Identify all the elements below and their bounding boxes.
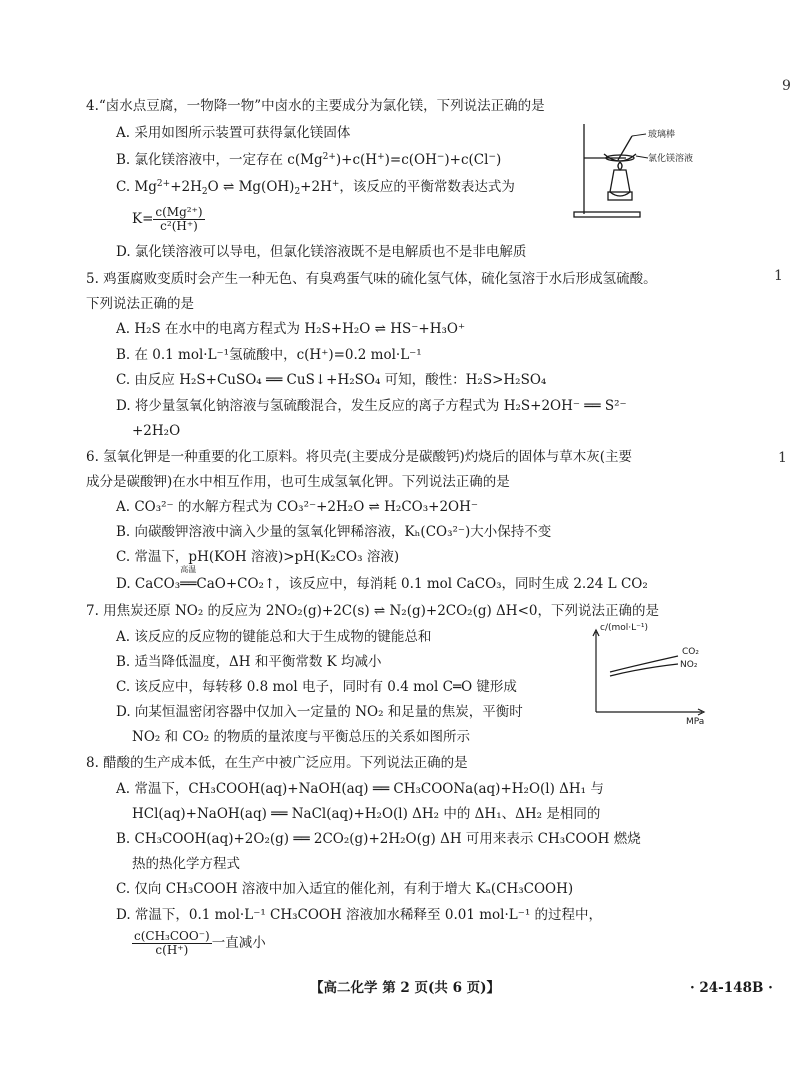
graph-y-label: c/(mol·L⁻¹) <box>600 623 649 633</box>
q7-option-a: A. 该反应的反应物的键能总和大于生成物的键能总和 <box>116 629 432 645</box>
graph-x-label: MPa <box>686 717 705 727</box>
ratio-fraction <box>132 930 212 957</box>
k-numerator: c(Mg²⁺) <box>155 205 203 219</box>
q7-option-d-2: NO₂ 和 CO₂ 的物质的量浓度与平衡总压的关系如图所示 <box>132 729 470 745</box>
ratio-numerator: c(CH₃COO⁻) <box>134 929 210 943</box>
q4-option-a: A. 采用如图所示装置可获得氯化镁固体 <box>116 125 351 141</box>
series-label-co2: CO₂ <box>682 647 699 657</box>
q5-stem-1: 5. 鸡蛋腐败变质时会产生一种无色、有臭鸡蛋气味的硫化氢气体，硫化氢溶于水后形成氢硫酸。 <box>86 271 657 287</box>
q4-c-mid3: Mg(OH) <box>238 179 295 195</box>
leader-line-1 <box>632 134 646 136</box>
q4-option-c: C. $Mg^{2+}+2H_2O$ ⇌ $Mg(OH)_2+2H^+$，该反应的平衡常数表达式为 <box>116 179 515 197</box>
margin-mark-mid1: 1 <box>774 268 783 284</box>
k-denominator: c²(H⁺) <box>160 219 198 233</box>
q6-option-c: C. 常温下，pH(KOH 溶液)>pH(K₂CO₃ 溶液) <box>116 549 400 565</box>
q8-d-end: 一直减小 <box>211 935 266 951</box>
q6-stem-2: 成分是碳酸钾)在水中相互作用，也可生成氢氧化钾。下列说法正确的是 <box>86 474 510 490</box>
q8-option-a-2: HCl(aq)+NaOH(aq) ══ NaCl(aq)+H₂O(l) ΔH₂ 中的 ΔH₁、ΔH₂ 是相同的 <box>132 806 601 822</box>
q4-k-expression <box>132 206 205 233</box>
q8-option-d-1: D. 常温下，0.1 mol·L⁻¹ CH₃COOH 溶液加水稀释至 0.01 mol·L⁻¹ 的过程中， <box>116 907 603 923</box>
q4-c-pre: C. Mg <box>116 179 157 195</box>
condition-arrow: ══ <box>180 576 197 592</box>
q7-option-c: C. 该反应中，每转移 0.8 mol 电子，同时有 0.4 mol C═O 键形成 <box>116 679 517 695</box>
equilibrium-arrow: ⇌ <box>218 179 239 195</box>
page-footer: 【高二化学 第 2 页(共 6 页)】 <box>310 980 501 996</box>
q4-b-rest2: )=c(OH <box>384 152 437 168</box>
q6-stem-1: 6. 氢氧化钾是一种重要的化工原料。将贝壳(主要成分是碳酸钙)灼烧后的固体与草木灰(主要 <box>86 449 632 465</box>
q4-c-end: ，该反应的平衡常数表达式为 <box>339 179 515 195</box>
q5-option-c: C. 由反应 H₂S+CuSO₄ ══ CuS↓+H₂SO₄ 可知，酸性：H₂S>H₂SO₄ <box>116 372 547 388</box>
q5-option-a: A. H₂S 在水中的电离方程式为 H₂S+H₂O ⇌ HS⁻+H₃O⁺ <box>116 321 466 337</box>
q6-d-pre: D. CaCO₃ <box>116 576 181 592</box>
q6-option-a: A. CO₃²⁻ 的水解方程式为 CO₃²⁻+2H₂O ⇌ H₂CO₃+2OH⁻ <box>116 499 479 515</box>
q8-option-b-2: 热的热化学方程式 <box>132 856 240 872</box>
curve-co2 <box>610 656 678 672</box>
label-glass-rod: 玻璃棒 <box>648 130 676 140</box>
margin-mark-top: 9 <box>782 78 791 94</box>
exam-code: · 24-148B · <box>690 980 773 996</box>
k-fraction <box>153 206 204 233</box>
q8-option-d-2 <box>132 930 266 957</box>
ratio-denominator: c(H⁺) <box>155 943 189 957</box>
q4-option-b: B. 氯化镁溶液中，一定存在 $c(Mg^{2+})+c(H^+)=c(OH^-)+c(Cl^-)$ <box>116 152 502 168</box>
q4-b-end: ) <box>496 152 502 168</box>
q4-b-pre: B. 氯化镁溶液中，一定存在 c(Mg <box>116 152 323 168</box>
q4-option-d: D. 氯化镁溶液可以导电，但氯化镁溶液既不是电解质也不是非电解质 <box>116 244 527 260</box>
q7-stem: 7. 用焦炭还原 NO₂ 的反应为 2NO₂(g)+2C(s) ⇌ N₂(g)+2CO₂(g) ΔH<0，下列说法正确的是 <box>86 603 659 619</box>
q6-option-b: B. 向碳酸钾溶液中滴入少量的氢氧化钾稀溶液，Kₕ(CO₃²⁻)大小保持不变 <box>116 524 552 540</box>
q4-b-rest: )+c(H <box>335 152 378 168</box>
leader-line-2 <box>636 156 648 158</box>
q5-stem-2: 下列说法正确的是 <box>86 296 194 312</box>
margin-mark-mid2: 1 <box>778 450 787 466</box>
reaction-condition <box>180 565 197 593</box>
q8-option-b-1: B. CH₃COOH(aq)+2O₂(g) ══ 2CO₂(g)+2H₂O(g) ΔH 可用来表示 CH₃COOH 燃烧 <box>116 831 641 847</box>
q5-option-d-1: D. 将少量氢氧化钠溶液与氢硫酸混合，发生反应的离子方程式为 H₂S+2OH⁻ ══ S²⁻ <box>116 398 627 414</box>
label-mgcl2-solution: 氯化镁溶液 <box>648 154 694 164</box>
q7-option-d-1: D. 向某恒温密闭容器中仅加入一定量的 NO₂ 和足量的焦炭，平衡时 <box>116 704 523 720</box>
q4-stem: 4.“卤水点豆腐，一物降一物”中卤水的主要成分为氯化镁，下列说法正确的是 <box>86 98 545 114</box>
q4-c-mid4: +2H <box>300 179 332 195</box>
concentration-pressure-graph <box>582 620 732 728</box>
q6-option-d <box>116 565 648 593</box>
flame <box>618 162 622 170</box>
q4-b-rest3: )+c(Cl <box>444 152 489 168</box>
k-label: K= <box>132 211 154 227</box>
q8-stem: 8. 醋酸的生产成本低，在生产中被广泛应用。下列说法正确的是 <box>86 755 468 771</box>
q6-d-post: CaO+CO₂↑，该反应中，每消耗 0.1 mol CaCO₃，同时生成 2.24 L CO₂ <box>196 576 648 592</box>
q4-c-mid: +2H <box>170 179 202 195</box>
condition-high-temp: 高温 <box>180 565 197 574</box>
q8-option-c: C. 仅向 CH₃COOH 溶液中加入适宜的催化剂，有利于增大 Kₐ(CH₃COOH) <box>116 881 574 897</box>
evaporation-apparatus-figure <box>570 120 710 220</box>
q5-option-b: B. 在 0.1 mol·L⁻¹氢硫酸中，c(H⁺)=0.2 mol·L⁻¹ <box>116 347 422 363</box>
q8-option-a-1: A. 常温下，CH₃COOH(aq)+NaOH(aq) ══ CH₃COONa(aq)+H₂O(l) ΔH₁ 与 <box>116 781 604 797</box>
q4-c-mid2: O <box>207 179 219 195</box>
q7-option-b: B. 适当降低温度，ΔH 和平衡常数 K 均减小 <box>116 654 382 670</box>
series-label-no2: NO₂ <box>680 660 698 670</box>
q5-option-d-2: +2H₂O <box>132 423 181 439</box>
